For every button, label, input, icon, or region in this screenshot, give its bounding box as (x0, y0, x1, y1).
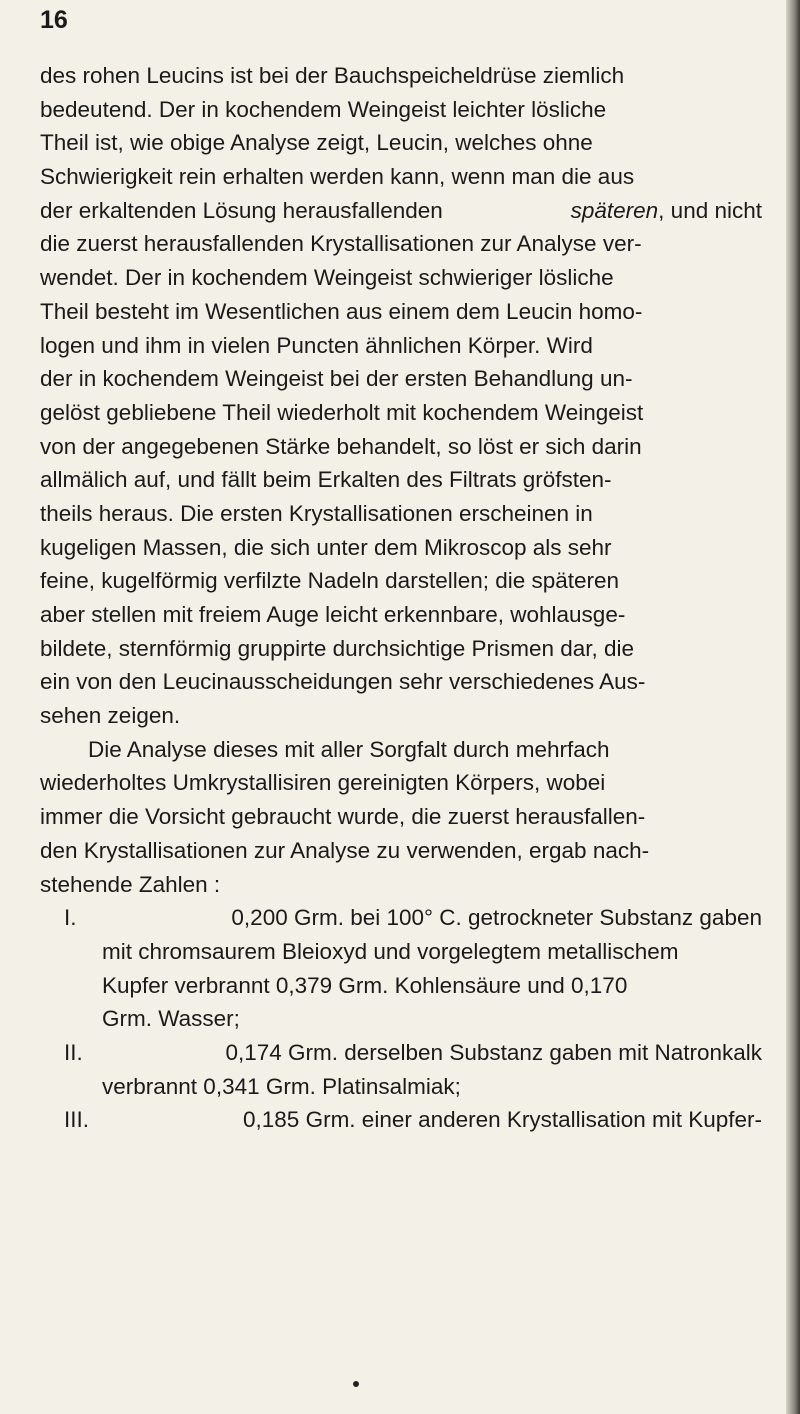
text-line: der in kochendem Weingeist bei der ersten Behandlung un- (40, 366, 633, 392)
text-line: Schwierigkeit rein erhalten werden kann, wenn man die aus (40, 164, 635, 190)
text-line: theils heraus. Die ersten Krystallisationen erscheinen in (40, 500, 593, 526)
text-line: immer die Vorsicht gebraucht wurde, die zuerst herausfallen- (40, 804, 646, 830)
text-line: aber stellen mit freiem Auge leicht erkennbare, wohlausge- (40, 602, 626, 627)
page-number: 16 (40, 6, 68, 34)
text-line: Die Analyse dieses mit aller Sorgfalt durch mehrfach (88, 736, 610, 762)
text-line: wiederholtes Umkrystallisiren gereinigten Körpers, wobei (40, 770, 606, 796)
text-line: gelöst gebliebene Theil wiederholt mit kochendem Weingeist (40, 399, 644, 425)
text-line: feine, kugelförmig verfilzte Nadeln darstellen; die späteren (40, 568, 620, 594)
text-line: den Krystallisationen zur Analyse zu verwenden, ergab nach- (40, 837, 650, 863)
list-item-2 (40, 1036, 762, 1070)
text-line: verbrannt 0,341 Grm. Platinsalmiak; (102, 1073, 461, 1099)
text-line: von der angegebenen Stärke behandelt, so löst er sich darin (40, 433, 642, 459)
text-line: Kupfer verbrannt 0,379 Grm. Kohlensäure und 0,170 (102, 972, 628, 998)
text-line: bildete, sternförmig gruppirte durchsichtige Prismen dar, die (40, 635, 635, 661)
text-line: wendet. Der in kochendem Weingeist schwieriger lösliche (40, 265, 614, 291)
body-text (40, 59, 762, 1137)
list-item-1 (40, 901, 762, 935)
text-line: Theil ist, wie obige Analyse zeigt, Leucin, welches ohne (40, 130, 593, 156)
text-line: kugeligen Massen, die sich unter dem Mikroscop als sehr (40, 534, 612, 560)
text-line: sehen zeigen. (40, 703, 181, 729)
text-line: ein von den Leucinausscheidungen sehr verschiedenes Aus- (40, 669, 646, 695)
list-marker: II. (64, 1039, 83, 1065)
text-line: die zuerst herausfallenden Krystallisationen zur Analyse ver- (40, 231, 642, 257)
text-line-part: , und nicht (658, 197, 762, 223)
text-line: Grm. Wasser; (102, 1006, 240, 1032)
text-line: mit chromsaurem Bleioxyd und vorgelegtem metallischem (102, 938, 679, 964)
list-marker: III. (64, 1107, 90, 1133)
text-line: bedeutend. Der in kochendem Weingeist leichter lösliche (40, 96, 607, 122)
text-line-part: der erkaltenden Lösung herausfallenden (40, 197, 443, 223)
list-item-text: 0,174 Grm. derselben Substanz gaben mit Natronkalk (225, 1039, 762, 1065)
text-line: allmälich auf, und fällt beim Erkalten des Filtrats gröfsten- (40, 467, 612, 493)
ink-dot (353, 1381, 359, 1387)
emphasis-text: späteren (570, 197, 659, 223)
text-line-with-emphasis (40, 194, 762, 228)
text-line: des rohen Leucins ist bei der Bauchspeicheldrüse ziemlich (40, 63, 625, 88)
text-line: Theil besteht im Wesentlichen aus einem dem Leucin homo- (40, 298, 643, 324)
list-marker: I. (64, 905, 77, 931)
list-item-text: 0,200 Grm. bei 100° C. getrockneter Substanz gaben (231, 905, 762, 931)
list-item-text: 0,185 Grm. einer anderen Krystallisation mit Kupfer- (243, 1107, 762, 1133)
emphasis-text-wrap (571, 194, 762, 228)
list-item-3 (40, 1103, 762, 1137)
text-line: stehende Zahlen : (40, 871, 221, 897)
text-line: logen und ihm in vielen Puncten ähnlichen Körper. Wird (40, 332, 593, 358)
book-spine-shadow (786, 0, 800, 1414)
